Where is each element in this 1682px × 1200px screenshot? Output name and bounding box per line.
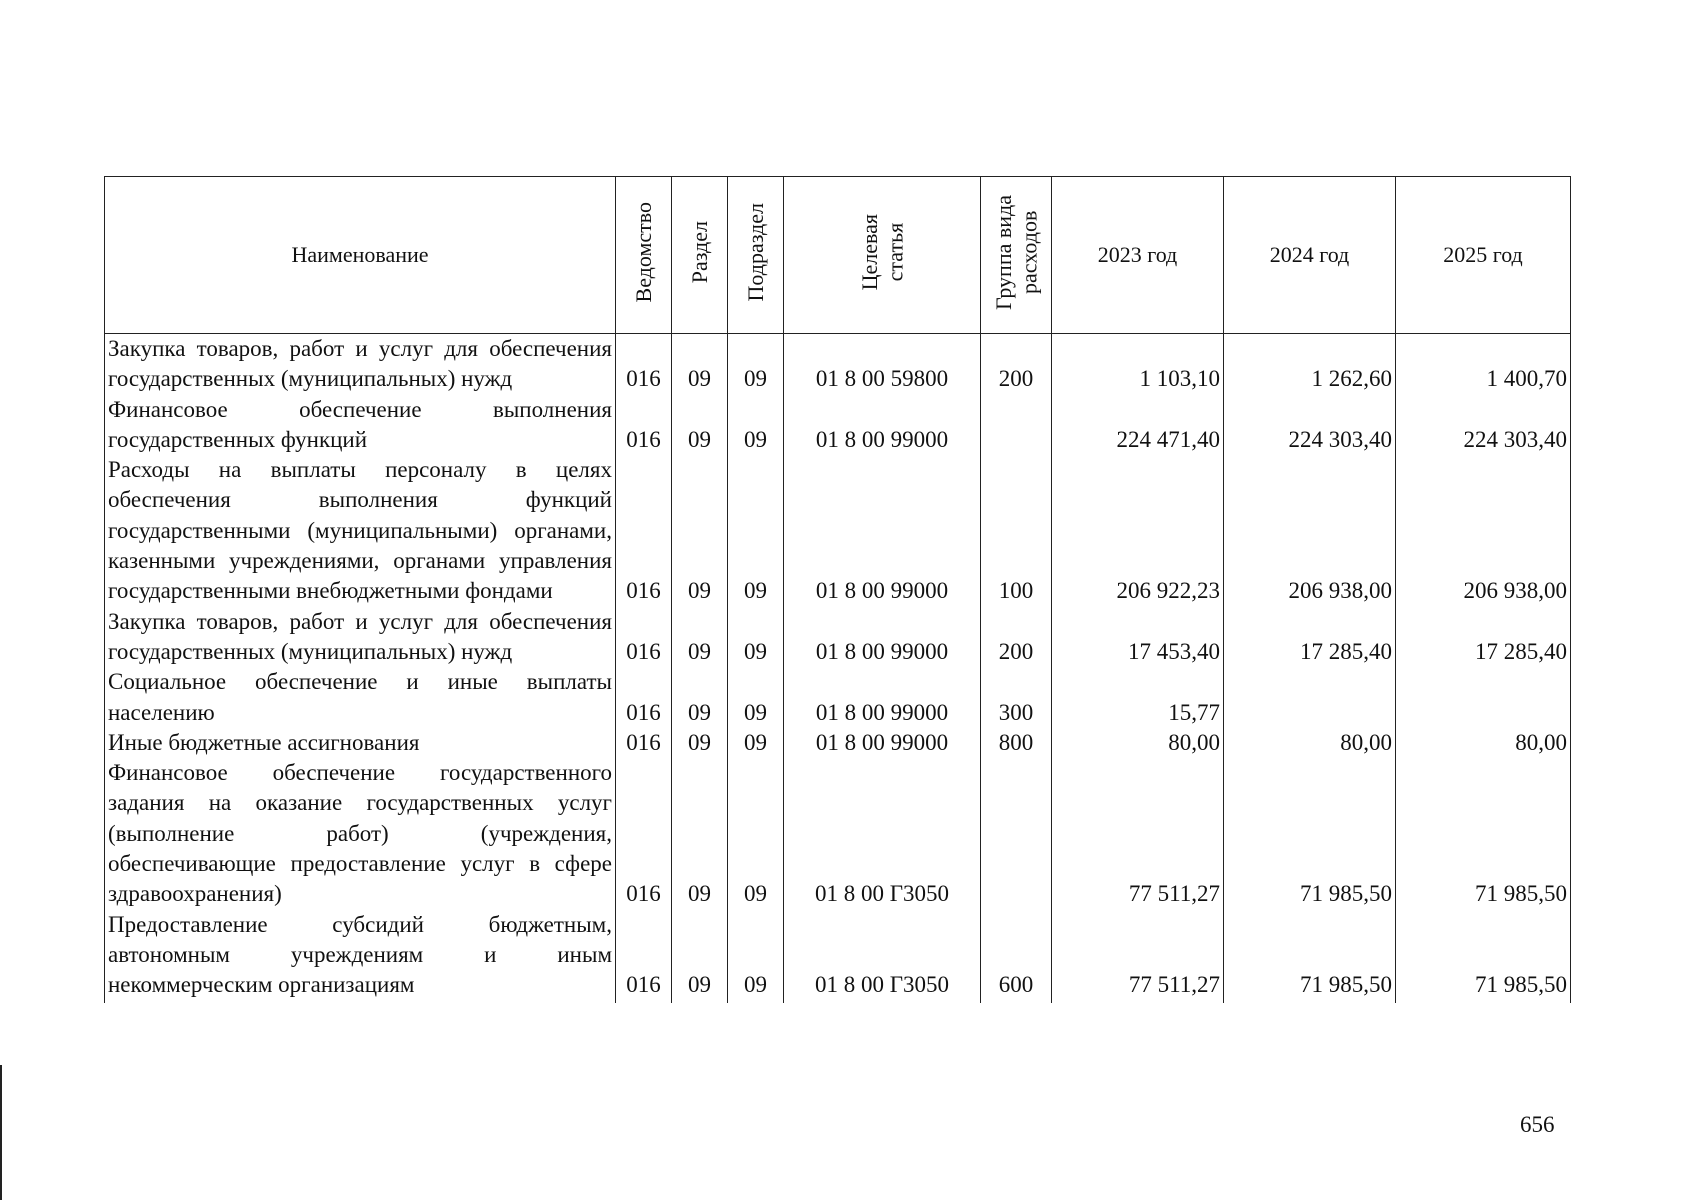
budget-table (104, 176, 1571, 1003)
table-row (105, 455, 1571, 606)
row-value-2024: 80,00 (1224, 728, 1396, 758)
header-vedomstvo: Ведомство (616, 177, 672, 334)
row-gruppa: 300 (981, 667, 1052, 728)
row-value-2024: 224 303,40 (1224, 395, 1396, 456)
row-tselevaya-statya: 01 8 00 99000 (784, 455, 981, 606)
row-value-2024: 71 985,50 (1224, 910, 1396, 1003)
row-name: Предоставление субсидий бюджетным, автономным учреждениям и иным некоммерческим организациям (105, 910, 616, 1003)
row-gruppa (981, 395, 1052, 456)
row-tselevaya-statya: 01 8 00 99000 (784, 667, 981, 728)
table-row (105, 607, 1571, 668)
row-podrazdel: 09 (728, 455, 784, 606)
table-row (105, 910, 1571, 1003)
row-value-2024 (1224, 667, 1396, 728)
table-row (105, 395, 1571, 456)
header-year-2023: 2023 год (1052, 177, 1224, 334)
row-value-2023: 224 471,40 (1052, 395, 1224, 456)
header-razdel: Раздел (672, 177, 728, 334)
row-value-2025 (1396, 667, 1571, 728)
row-vedomstvo: 016 (616, 728, 672, 758)
header-gruppa-vida-raskhodov: Группа вида расходов (981, 177, 1052, 334)
row-name: Расходы на выплаты персоналу в целях обеспечения выполнения функций государственными (муниципальными) органами, казенными учреждениями, органами управления государственными внебюджетными фондами (105, 455, 616, 606)
row-tselevaya-statya: 01 8 00 Г3050 (784, 758, 981, 909)
table-row (105, 758, 1571, 909)
row-podrazdel: 09 (728, 910, 784, 1003)
row-value-2023: 80,00 (1052, 728, 1224, 758)
row-value-2025: 1 400,70 (1396, 334, 1571, 395)
row-razdel: 09 (672, 395, 728, 456)
row-value-2023: 17 453,40 (1052, 607, 1224, 668)
row-value-2025: 206 938,00 (1396, 455, 1571, 606)
header-tselevaya-statya: Целевая статья (784, 177, 981, 334)
row-vedomstvo: 016 (616, 334, 672, 395)
row-podrazdel: 09 (728, 395, 784, 456)
header-name: Наименование (105, 177, 616, 334)
row-value-2025: 71 985,50 (1396, 758, 1571, 909)
row-gruppa: 600 (981, 910, 1052, 1003)
row-gruppa (981, 758, 1052, 909)
table-row (105, 667, 1571, 728)
row-podrazdel: 09 (728, 758, 784, 909)
row-value-2025: 80,00 (1396, 728, 1571, 758)
row-value-2024: 17 285,40 (1224, 607, 1396, 668)
row-value-2024: 1 262,60 (1224, 334, 1396, 395)
row-tselevaya-statya: 01 8 00 99000 (784, 728, 981, 758)
page-number: 656 (1520, 1112, 1555, 1137)
row-value-2024: 71 985,50 (1224, 758, 1396, 909)
row-value-2023: 77 511,27 (1052, 758, 1224, 909)
row-value-2023: 15,77 (1052, 667, 1224, 728)
row-value-2025: 17 285,40 (1396, 607, 1571, 668)
row-razdel: 09 (672, 334, 728, 395)
row-name: Иные бюджетные ассигнования (105, 728, 616, 758)
row-name: Социальное обеспечение и иные выплаты населению (105, 667, 616, 728)
row-value-2025: 71 985,50 (1396, 910, 1571, 1003)
row-tselevaya-statya: 01 8 00 59800 (784, 334, 981, 395)
row-value-2023: 1 103,10 (1052, 334, 1224, 395)
row-name: Финансовое обеспечение выполнения государственных функций (105, 395, 616, 456)
row-gruppa: 800 (981, 728, 1052, 758)
row-gruppa: 200 (981, 607, 1052, 668)
row-razdel: 09 (672, 758, 728, 909)
row-vedomstvo: 016 (616, 910, 672, 1003)
row-value-2024: 206 938,00 (1224, 455, 1396, 606)
row-razdel: 09 (672, 455, 728, 606)
header-year-2025: 2025 год (1396, 177, 1571, 334)
row-tselevaya-statya: 01 8 00 Г3050 (784, 910, 981, 1003)
row-gruppa: 200 (981, 334, 1052, 395)
row-vedomstvo: 016 (616, 607, 672, 668)
row-podrazdel: 09 (728, 667, 784, 728)
row-vedomstvo: 016 (616, 395, 672, 456)
row-razdel: 09 (672, 728, 728, 758)
header-year-2024: 2024 год (1224, 177, 1396, 334)
row-name: Закупка товаров, работ и услуг для обеспечения государственных (муниципальных) нужд (105, 607, 616, 668)
row-vedomstvo: 016 (616, 667, 672, 728)
row-podrazdel: 09 (728, 334, 784, 395)
row-tselevaya-statya: 01 8 00 99000 (784, 395, 981, 456)
row-podrazdel: 09 (728, 607, 784, 668)
row-vedomstvo: 016 (616, 455, 672, 606)
row-tselevaya-statya: 01 8 00 99000 (784, 607, 981, 668)
row-podrazdel: 09 (728, 728, 784, 758)
row-razdel: 09 (672, 607, 728, 668)
row-name: Закупка товаров, работ и услуг для обеспечения государственных (муниципальных) нужд (105, 334, 616, 395)
row-value-2023: 77 511,27 (1052, 910, 1224, 1003)
row-value-2023: 206 922,23 (1052, 455, 1224, 606)
row-gruppa: 100 (981, 455, 1052, 606)
row-name: Финансовое обеспечение государственного задания на оказание государственных услуг (выполнение работ) (учреждения, обеспечивающие предоставление услуг в сфере здравоохранения) (105, 758, 616, 909)
row-vedomstvo: 016 (616, 758, 672, 909)
header-row (105, 177, 1571, 334)
row-razdel: 09 (672, 910, 728, 1003)
header-podrazdel: Подраздел (728, 177, 784, 334)
table-row (105, 334, 1571, 395)
table-row (105, 728, 1571, 758)
row-razdel: 09 (672, 667, 728, 728)
page-edge-line (0, 1065, 2, 1200)
row-value-2025: 224 303,40 (1396, 395, 1571, 456)
